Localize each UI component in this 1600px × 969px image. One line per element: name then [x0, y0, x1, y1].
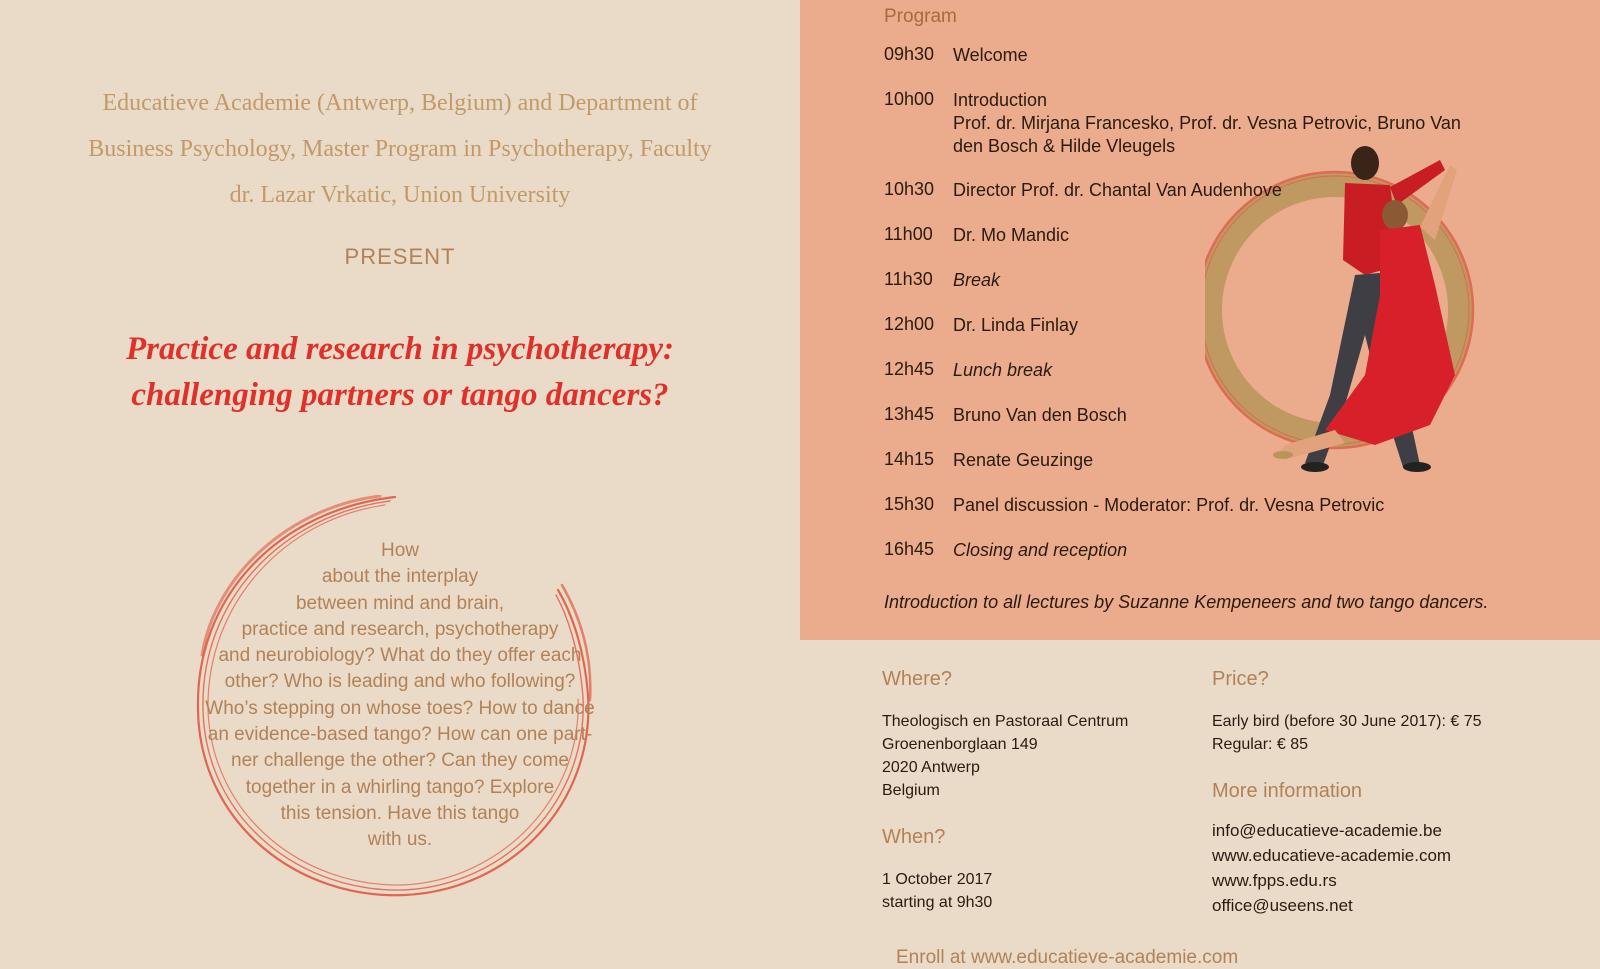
program-text: Introduction: [953, 90, 1048, 110]
program-text: Panel discussion - Moderator: Prof. dr. Vesna Petrovic: [953, 495, 1385, 515]
present-label: PRESENT: [344, 244, 456, 269]
circle-text-line: other? Who is leading and who following?: [224, 671, 576, 693]
program-time: 12h00: [884, 314, 935, 334]
circle-text-line: ner challenge the other? Can they come: [231, 750, 569, 772]
price-line: Early bird (before 30 June 2017): € 75: [1212, 713, 1482, 730]
title-line: Practice and research in psychotherapy:: [125, 331, 675, 367]
organizers-text: [60, 80, 740, 218]
website-link[interactable]: www.educatieve-academie.com: [1212, 846, 1452, 865]
price-heading: Price?: [1212, 668, 1269, 690]
circle-text-line: Who’s stepping on whose toes? How to dance: [205, 697, 595, 719]
email-link[interactable]: info@educatieve-academie.be: [1212, 821, 1442, 840]
website-link[interactable]: www.fpps.edu.rs: [1212, 871, 1337, 890]
contact-list: [1212, 818, 1451, 918]
program-time: 15h30: [884, 494, 935, 514]
date-line: 1 October 2017: [882, 871, 993, 888]
program-time: 14h15: [884, 449, 935, 469]
program-text: Lunch break: [953, 360, 1053, 380]
program-text: Director Prof. dr. Chantal Van Audenhove: [953, 180, 1282, 200]
program-time: 16h45: [884, 539, 935, 559]
circle-text-line: with us.: [367, 829, 433, 851]
program-subtext: Prof. dr. Mirjana Francesko, Prof. dr. Vesna Petrovic, Bruno Van den Bosch & Hilde Vleugels: [953, 113, 1461, 156]
program-note: Introduction to all lectures by Suzanne Kempeneers and two tango dancers.: [884, 592, 1489, 612]
program-text: Break: [953, 270, 1001, 290]
circle-text-line: between mind and brain,: [295, 592, 505, 614]
program-text: Dr. Mo Mandic: [953, 225, 1070, 245]
program-heading: Program: [884, 6, 957, 27]
address-line: Theologisch en Pastoraal Centrum: [882, 713, 1129, 730]
organizer-line: Educatieve Academie (Antwerp, Belgium) and Department of: [102, 90, 698, 116]
where-heading: Where?: [882, 668, 953, 690]
when-details: [882, 868, 992, 914]
circle-text-line: about the interplay: [321, 566, 479, 588]
address-line: Belgium: [882, 782, 940, 799]
left-panel: [0, 0, 800, 964]
circle-text-line: How: [380, 540, 419, 561]
circle-text-line: practice and research, psychotherapy: [241, 618, 559, 640]
program-time: 13h45: [884, 404, 935, 424]
circle-question-text: [200, 538, 600, 854]
address-line: Groenenborglaan 149: [882, 736, 1038, 753]
enroll-link[interactable]: Enroll at www.educatieve-academie.com: [896, 947, 1239, 968]
email-link[interactable]: office@useens.net: [1212, 896, 1353, 915]
program-text: Bruno Van den Bosch: [953, 405, 1127, 425]
more-info-heading: More information: [1212, 780, 1363, 802]
where-address: [882, 710, 1128, 802]
program-text: Welcome: [953, 45, 1028, 65]
circle-text-line: an evidence-based tango? How can one part-: [207, 724, 593, 746]
program-text-block: [953, 89, 1493, 158]
program-time: 10h00: [884, 89, 935, 109]
price-details: [1212, 710, 1482, 756]
title-line: challenging partners or tango dancers?: [131, 377, 669, 413]
program-time: 12h45: [884, 359, 935, 379]
organizer-line: Business Psychology, Master Program in Psychotherapy, Faculty: [88, 136, 712, 162]
program-text: Renate Geuzinge: [953, 450, 1094, 470]
price-line: Regular: € 85: [1212, 736, 1309, 753]
program-time: 11h30: [884, 269, 933, 289]
event-title: [60, 326, 740, 418]
when-heading: When?: [882, 826, 946, 848]
address-line: 2020 Antwerp: [882, 759, 980, 776]
circle-text-line: together in a whirling tango? Explore: [245, 776, 555, 798]
circle-text-line: this tension. Have this tango: [280, 802, 520, 824]
time-line: starting at 9h30: [882, 894, 993, 911]
program-text: Closing and reception: [953, 540, 1128, 560]
program-time: 11h00: [884, 224, 933, 244]
program-time: 09h30: [884, 44, 935, 64]
organizer-line: dr. Lazar Vrkatic, Union University: [229, 182, 571, 208]
circle-text-line: and neurobiology? What do they offer each: [218, 645, 582, 667]
program-text: Dr. Linda Finlay: [953, 315, 1079, 335]
program-time: 10h30: [884, 179, 935, 199]
